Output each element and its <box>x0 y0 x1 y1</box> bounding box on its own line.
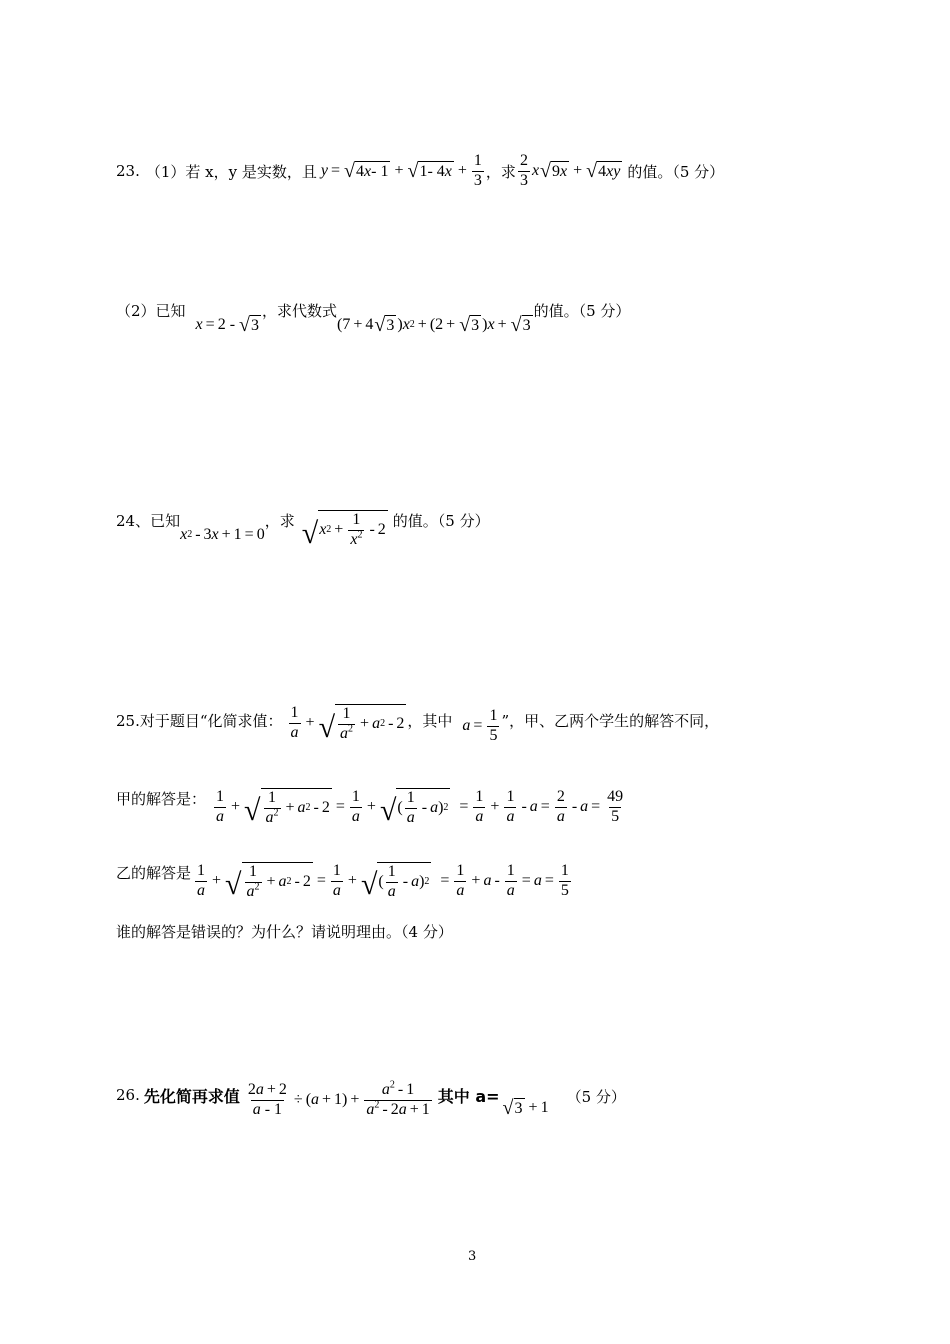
q23-part1-lead: （1）若 x，y 是实数，且 <box>145 162 317 181</box>
q23-part2-formula-x: x = 2 - √ 3 <box>195 314 259 336</box>
q26-mid: 其中 a= <box>437 1087 500 1106</box>
q26 <box>116 1079 626 1134</box>
q25-expression: $\frac{1}{a}$ + √ $\frac{1}{a^2}$ + a 2 - 2 <box>290 704 405 744</box>
q23-part1-formula-y: y = √ 4 x - 1 + √ 1- 4 x + $\frac{1}{3}$ <box>320 151 482 189</box>
q25-lead: 25.对于题目“化简求值： <box>116 712 283 730</box>
q23-part2-formula-expr: (7 + 4 √ 3 ) x 2 + (2 + √ 3 ) x + √ 3 <box>337 314 531 336</box>
q26-number: 26. <box>116 1086 140 1104</box>
q24-mid: ，求 <box>264 512 295 530</box>
q25-question <box>116 920 453 942</box>
q25-statement <box>116 704 719 758</box>
q25-jia-answer <box>116 780 627 834</box>
q23-part2-tail: 的值。（5 分） <box>533 302 631 320</box>
q25-yi-lead: 乙的解答是 <box>116 864 192 882</box>
q24 <box>116 510 490 564</box>
q24-lead: 24、已知 <box>116 512 181 530</box>
q24-expression: √ x 2 + $\frac{1}{x^2}$ - 2 <box>301 511 386 550</box>
q23-part2 <box>116 300 630 336</box>
q23-part1 <box>116 148 724 194</box>
q25-mid2: ”，甲、乙两个学生的解答不同， <box>501 712 720 730</box>
q26-lead: 先化简再求值 <box>143 1087 240 1106</box>
q25-mid1: ，其中 <box>407 712 453 730</box>
q23-number: 23. <box>116 162 140 180</box>
q26-expression: $\frac{2a + 2}{a - 1}$ ÷ ( a + 1) + $\frac{a^2 - 1}{a^2 - 2a + 1}$ <box>247 1079 430 1118</box>
q23-part1-formula-expr: $\frac{2}{3}$ x √ 9 x + √ 4 xy <box>519 151 621 189</box>
q26-score: （5 分） <box>566 1088 626 1106</box>
q23-part2-mid: ，求代数式 <box>262 302 338 320</box>
q26-value: √ 3 + 1 <box>502 1097 549 1119</box>
q25-yi-derivation: $\frac{1}{a}$ + √ $\frac{1}{a^2}$ + a 2 - 2 = $\frac{1}{a}$ + √ ( $\frac{1}{a}$ - a ) 2 = $\frac{1}{a}$ + a - $\frac{1}{a}$ = a = $\frac{1}{5}$ <box>197 861 569 902</box>
q25-jia-lead: 甲的解答是： <box>116 790 207 808</box>
page-number: 3 <box>468 1249 477 1264</box>
q24-tail: 的值。（5 分） <box>392 512 490 530</box>
q23-part2-lead: （2）已知 <box>116 302 186 320</box>
q25-yi-answer <box>116 854 573 908</box>
q23-part1-tail: 的值。（5 分） <box>627 162 725 181</box>
q23-part1-mid: ，求 <box>485 162 516 181</box>
q24-condition: x 2 - 3 x + 1 = 0 <box>180 526 265 543</box>
q25-condition: a = $\frac{1}{5}$ <box>462 707 498 744</box>
q25-question-text: 谁的解答是错误的？为什么？请说明理由。（4 分） <box>116 922 453 941</box>
q25-jia-derivation: $\frac{1}{a}$ + √ $\frac{1}{a^2}$ + a 2 - 2 = $\frac{1}{a}$ + √ ( $\frac{1}{a}$ - a ) 2 = $\frac{1}{a}$ + $\frac{1}{a}$ - a = $\frac{2}{a}$ - a = $\frac{49}{5}$ <box>216 787 624 828</box>
